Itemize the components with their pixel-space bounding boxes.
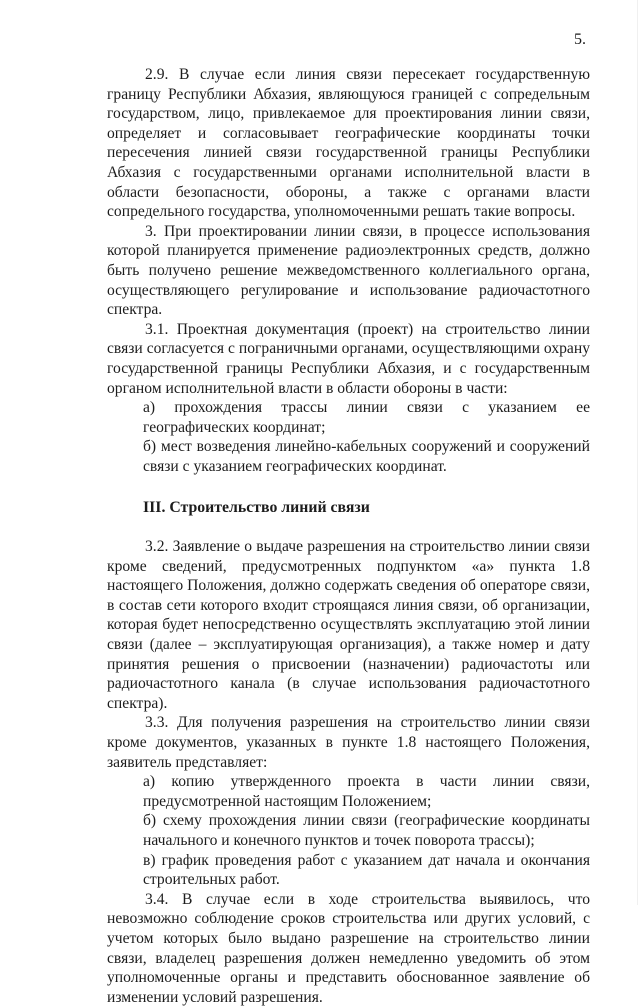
list-item-3-1-a: а) прохождения трассы линии связи с указанием ее географических координат; — [143, 399, 590, 436]
document-body — [107, 65, 590, 1007]
list-item-3-3-b: б) схему прохождения линии связи (географические координаты начального и конечного пунктов и точек поворота трассы); — [143, 812, 590, 849]
paragraph-3-4: 3.4. В случае если в ходе строительства выявилось, что невозможно соблюдение сроков строительства или других условий, с учетом которых было выдано разрешение на строительство линии связи, владелец разрешения должен немедленно уведомить об этом уполномоченные органы и представить обоснованное заявление об изменении условий разрешения. — [107, 890, 590, 1006]
paragraph-3-2: 3.2. Заявление о выдаче разрешения на строительство линии связи кроме сведений, предусмотренных подпунктом «а» пункта 1.8 настоящего Положения, должно содержать сведения об операторе связи, в состав сети которого входит строящаяся линия связи, об организации, которая будет непосредственно осуществлять эксплуатацию этой линии связи (далее – эксплуатирующая организация), а также номер и дату принятия решения о присвоении (назначении) радиочастоты или радиочастотного канала (в случае использования радиочастотного спектра). — [107, 538, 590, 712]
list-item-3-1-b: б) мест возведения линейно-кабельных сооружений и сооружений связи с указанием географических координат. — [143, 438, 590, 475]
paragraph-3: 3. При проектировании линии связи, в процессе использования которой планируется применение радиоэлектронных средств, должно быть получено решение межведомственного коллегиального органа, осуществляющего регулирование и использование радиочастотного спектра. — [107, 222, 590, 319]
paragraph-2-9: 2.9. В случае если линия связи пересекает государственную границу Республики Абхазия, являющуюся границей с сопредельным государством, лицо, привлекаемое для проектирования линии связи, определяет и согласовывает географические координаты точки пересечения линией связи государственной границы Республики Абхазия с государственными органами исполнительной власти в области безопасности, обороны, а также с органами власти сопредельного государства, уполномоченными решать такие вопросы. — [107, 66, 590, 221]
page-number: 5. — [574, 31, 586, 48]
list-item-3-3-c: в) график проведения работ с указанием дат начала и окончания строительных работ. — [143, 851, 590, 889]
scan-edge — [637, 0, 638, 905]
section-heading-3: III. Строительство линий связи — [143, 499, 370, 517]
list-item-3-3-a: а) копию утвержденного проекта в части линии связи, предусмотренной настоящим Положением; — [143, 773, 590, 810]
paragraph-3-1: 3.1. Проектная документация (проект) на строительство линии связи согласуется с пограничными органами, осуществляющими охрану государственной границы Республики Абхазия, и с государственным органом исполнительной власти в области обороны в части: — [107, 320, 590, 397]
paragraph-3-3: 3.3. Для получения разрешения на строительство линии связи кроме документов, указанных в пункте 1.8 настоящего Положения, заявитель представляет: — [107, 714, 590, 771]
